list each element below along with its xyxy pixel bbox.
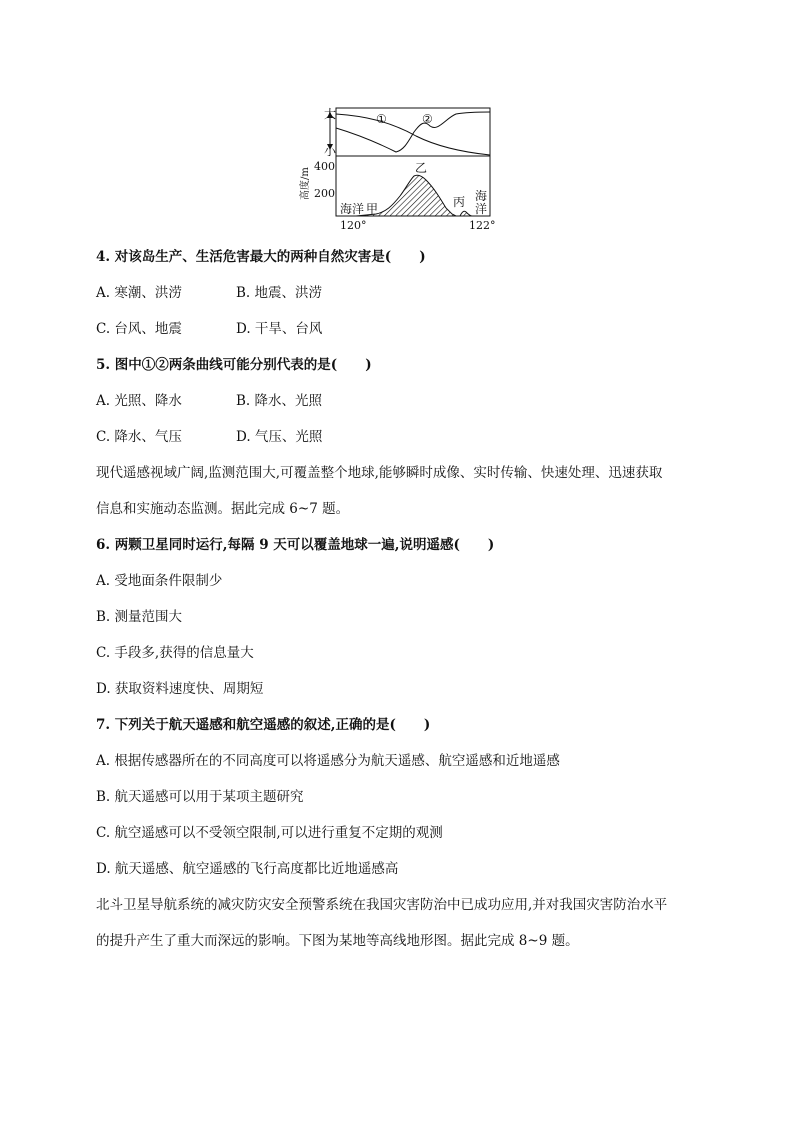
x-label-left: 120° [340,219,367,232]
q5-option-d[interactable]: D. 气压、光照 [236,429,323,445]
label-small: 小 [324,144,337,158]
q5-stem [96,356,706,374]
place-jia: 甲 [366,202,379,216]
q4-option-c[interactable]: C. 台风、地震 [96,321,182,337]
q4-options-row-1 [96,284,706,302]
q6-stem-text: 6. 两颗卫星同时运行,每隔 9 天可以覆盖地球一遍,说明遥感( [96,537,460,553]
q7-close: ) [423,717,431,733]
y-axis-label: 高度/m [300,167,311,200]
label-big: 大 [324,107,337,121]
q4-close: ) [419,249,426,265]
terrain-climate-figure [296,100,496,232]
q4-options-row-2 [96,320,706,338]
q5-options-row-1 [96,392,706,410]
upper-panel-frame [336,108,490,156]
q5-options-row-2 [96,428,706,446]
q7-option-b[interactable]: B. 航天遥感可以用于某项主题研究 [96,789,304,805]
x-label-right: 122° [469,219,496,232]
ocean-right-1: 海 [475,189,488,203]
curve-2-label: ② [422,112,433,126]
q5-option-b[interactable]: B. 降水、光照 [236,393,323,409]
q7-stem [96,716,706,734]
ocean-left: 海洋 [340,202,365,216]
passage1-line1: 现代遥感视域广阔,监测范围大,可覆盖整个地球,能够瞬时成像、实时传输、快速处理、迅速获取 [96,465,663,481]
passage1-line2: 信息和实施动态监测。据此完成 6~7 题。 [96,501,350,517]
q5-option-a[interactable]: A. 光照、降水 [96,393,182,409]
question-content [96,248,706,950]
q6-stem [96,536,706,554]
q6-option-d[interactable]: D. 获取资料速度快、周期短 [96,681,264,697]
q5-option-c[interactable]: C. 降水、气压 [96,429,182,445]
y-tick-200: 200 [314,187,335,200]
q6-close: ) [487,537,495,553]
passage2-line1: 北斗卫星导航系统的减灾防灾安全预警系统在我国灾害防治中已成功应用,并对我国灾害防治水平 [96,897,668,913]
q7-stem-text: 7. 下列关于航天遥感和航空遥感的叙述,正确的是( [96,717,396,733]
q4-option-a[interactable]: A. 寒潮、洪涝 [96,285,182,301]
q4-stem [96,248,706,266]
q7-option-a[interactable]: A. 根据传感器所在的不同高度可以将遥感分为航天遥感、航空遥感和近地遥感 [96,753,560,769]
place-yi: 乙 [415,161,428,175]
curve-1-label: ① [376,112,387,126]
q4-option-d[interactable]: D. 干旱、台风 [236,321,323,337]
y-tick-400: 400 [314,160,335,173]
q6-option-b[interactable]: B. 测量范围大 [96,609,183,625]
q4-option-b[interactable]: B. 地震、洪涝 [236,285,323,301]
q5-stem-text: 5. 图中①②两条曲线可能分别代表的是( [96,357,338,373]
q4-stem-text: 4. 对该岛生产、生活危害最大的两种自然灾害是( [96,249,392,265]
q6-option-c[interactable]: C. 手段多,获得的信息量大 [96,645,254,661]
ocean-right-2: 洋 [475,202,488,216]
small-islet [460,211,472,216]
q7-option-c[interactable]: C. 航空遥感可以不受领空限制,可以进行重复不定期的观测 [96,825,443,841]
figure-svg [296,100,496,232]
q6-option-a[interactable]: A. 受地面条件限制少 [96,573,223,589]
q5-close: ) [365,357,372,373]
curve-2 [336,112,490,152]
passage2-line2: 的提升产生了重大而深远的影响。下图为某地等高线地形图。据此完成 8~9 题。 [96,933,579,949]
place-bing: 丙 [453,195,466,209]
q7-option-d[interactable]: D. 航天遥感、航空遥感的飞行高度都比近地遥感高 [96,861,399,877]
